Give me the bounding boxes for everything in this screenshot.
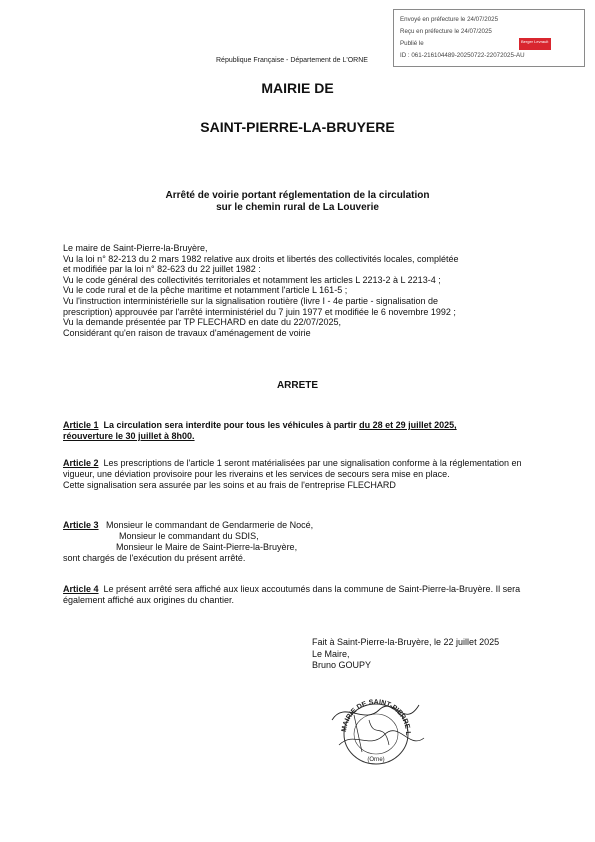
- considerant-line: Vu le code rural et de la pêche maritime et notamment l'article L 161-5 ;: [63, 285, 348, 296]
- subject-line2: sur le chemin rural de La Louverie: [216, 202, 379, 213]
- svg-text:(Orne): (Orne): [367, 757, 385, 763]
- considerant-line: Considérant qu'en raison de travaux d'aménagement de voirie: [63, 327, 311, 338]
- arrete-heading: ARRETE: [276, 380, 319, 391]
- stamp-publie: Publié le: [400, 40, 424, 47]
- considerant-line: Vu le code général des collectivités territoriales et notamment les articles L 2213-2 à L 2213-4 ;: [63, 274, 441, 285]
- article-3-label: Article 3: [63, 520, 99, 530]
- subject-line1: Arrêté de voirie portant réglementation de la circulation: [165, 190, 430, 201]
- seal-stamp-icon: [324, 690, 434, 770]
- article-4: [63, 584, 553, 606]
- article-4-label: Article 4: [63, 584, 99, 594]
- article-4-text: Le présent arrêté sera affiché aux lieux accoutumés dans la commune de Saint-Pierre-la-Bruyère. Il sera également affiché aux origines du chantier.: [63, 584, 523, 605]
- stamp-recu: Reçu en préfecture le 24/07/2025: [400, 28, 492, 35]
- article-3: [63, 520, 553, 564]
- considerant-line: Vu l'instruction interministérielle sur la signalisation routière (livre I - 4e partie - signalisation de: [63, 295, 439, 306]
- svg-text:MAIRIE DE SAINT-PIERRE-LA-BRUY: MAIRIE DE SAINT-PIERRE-L: [340, 698, 412, 736]
- stamp-id: ID : 061-216104489-20250722-22072025-AU: [400, 52, 525, 59]
- considerant-line: et modifiée par la loi n° 82-623 du 22 juillet 1982 :: [63, 264, 261, 275]
- signature-role: Le Maire,: [312, 648, 350, 659]
- article-1-reopen: réouverture le 30 juillet à 8h00.: [63, 431, 195, 441]
- signature-name: Bruno GOUPY: [312, 660, 372, 670]
- considerant-line: Le maire de Saint-Pierre-la-Bruyère,: [63, 243, 208, 253]
- page-title-line1: MAIRIE DE: [261, 80, 334, 96]
- prefecture-stamp: [393, 9, 585, 67]
- considerant-line: Vu la loi n° 82-213 du 2 mars 1982 relative aux droits et libertés des collectivités locales, complétée: [63, 253, 459, 264]
- article-1-label: Article 1: [63, 420, 99, 430]
- article-1-text: La circulation sera interdite pour tous les véhicules à partir: [98, 420, 360, 430]
- mairie-seal: [324, 690, 434, 775]
- article-1-dates: du 28 et 29 juillet 2025,: [359, 420, 457, 430]
- considerant-line: prescription) approuvée par l'arrêté interministériel du 7 juin 1977 et modifiée le 6 novembre 1992 ;: [63, 306, 456, 317]
- arrete-subject: [0, 190, 595, 214]
- signature-block: [312, 637, 499, 672]
- considerant-line: Vu la demande présentée par TP FLECHARD en date du 22/07/2025,: [63, 317, 342, 328]
- considerants-block: [63, 243, 563, 338]
- article-2-text2: Cette signalisation sera assurée par les soins et au frais de l'entreprise FLECHARD: [63, 480, 396, 490]
- article-3-line4: sont chargés de l'exécution du présent arrêté.: [63, 553, 246, 563]
- berger-levrault-logo: Berger Levrault: [519, 38, 551, 50]
- article-2: [63, 458, 553, 491]
- article-3-line3: Monsieur le Maire de Saint-Pierre-la-Bruyère,: [116, 542, 298, 552]
- article-2-label: Article 2: [63, 458, 99, 468]
- article-1: [63, 420, 553, 442]
- republique-header: République Française - Département de L'ORNE: [216, 57, 368, 64]
- stamp-envoye: Envoyé en préfecture le 24/07/2025: [400, 16, 499, 23]
- signature-place-date: Fait à Saint-Pierre-la-Bruyère, le 22 juillet 2025: [312, 637, 500, 647]
- page-title-line2: SAINT-PIERRE-LA-BRUYERE: [200, 119, 395, 135]
- article-3-line2: Monsieur le commandant du SDIS,: [119, 531, 259, 541]
- article-2-text: Les prescriptions de l'article 1 seront matérialisées par une signalisation conforme à la réglementation en vigueur, une déviation provisoire pour les riverains et les services de secours sera mise en place.: [63, 458, 524, 479]
- article-3-line1: Monsieur le commandant de Gendarmerie de Nocé,: [98, 520, 314, 530]
